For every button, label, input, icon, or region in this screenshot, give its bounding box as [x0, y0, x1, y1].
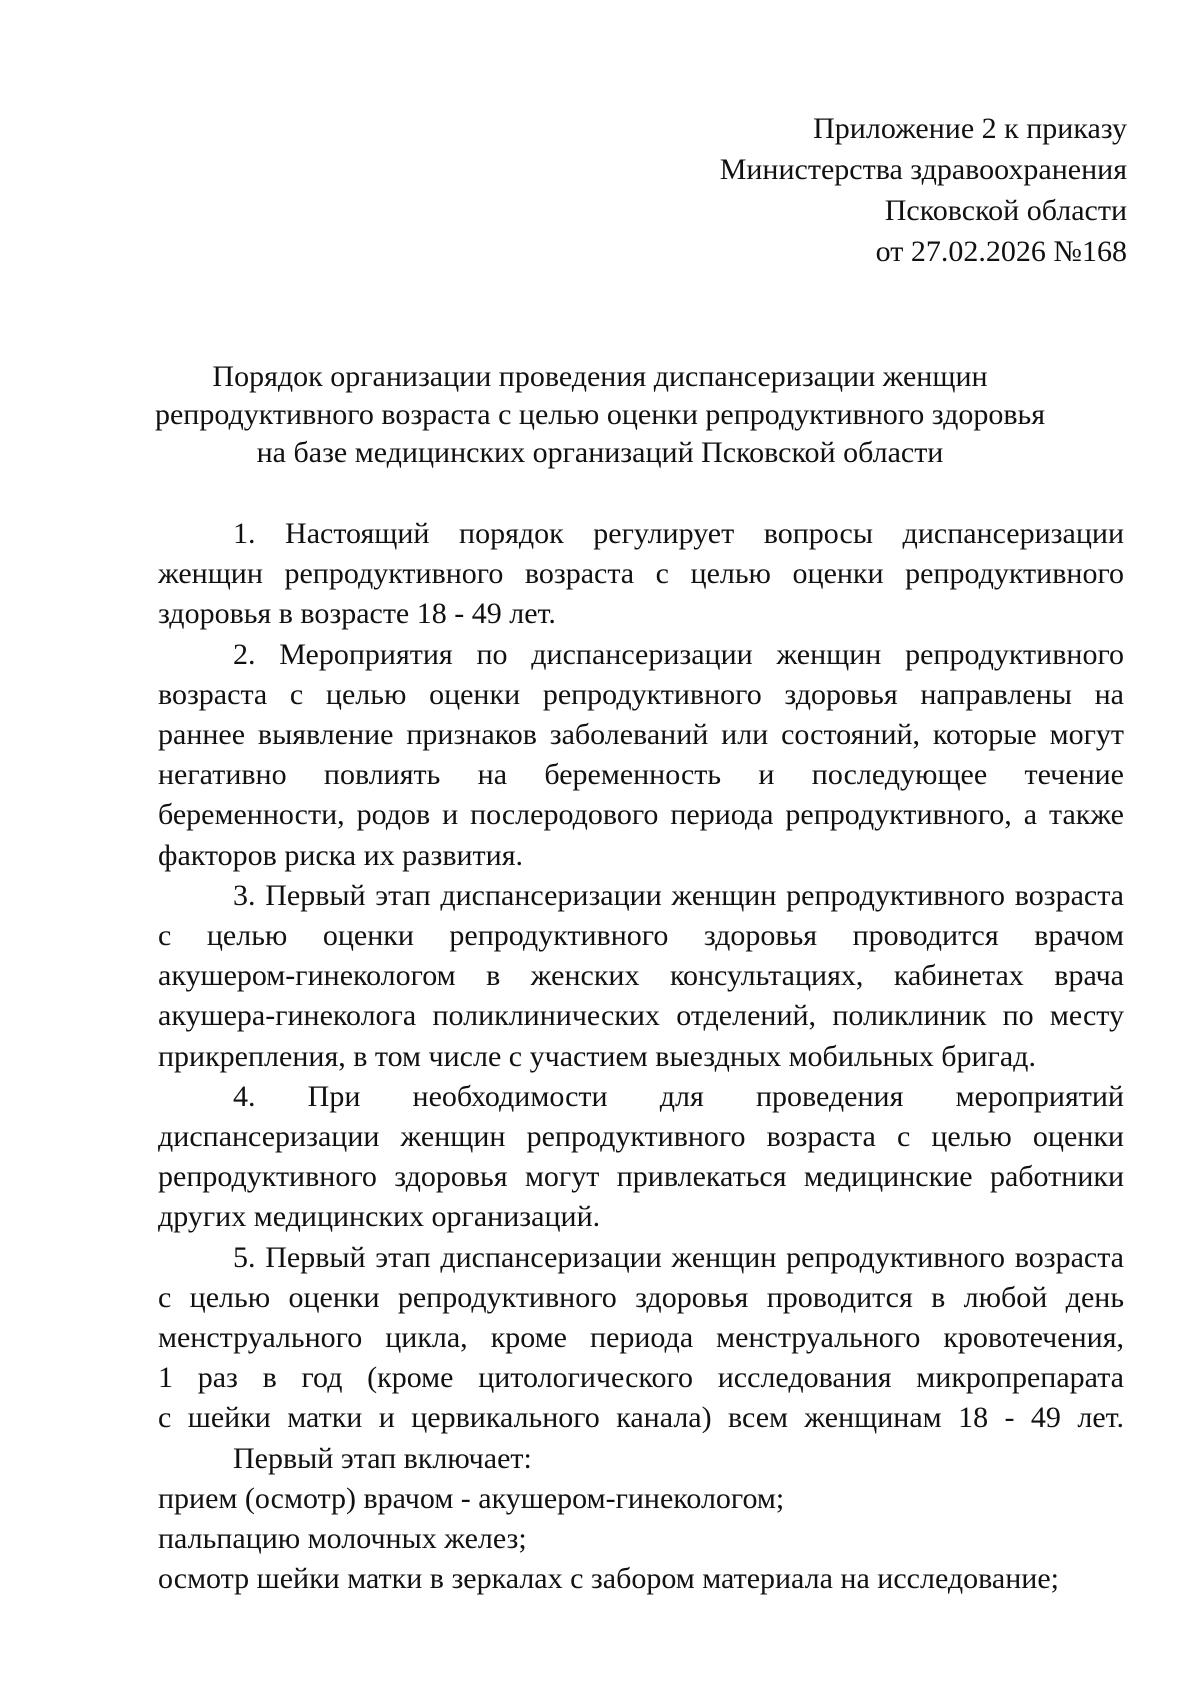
paragraph-5-line: с целью оценки репродуктивного здоровья проводится в любой день — [158, 1280, 1124, 1314]
paragraph-2-line: возраста с целью оценки репродуктивного здоровья направлены на — [158, 677, 1124, 711]
list-item: пальпацию молочных желез; — [158, 1522, 527, 1556]
paragraph-5-line: с шейки матки и цервикального канала) всем женщинам 18 - 49 лет. — [158, 1401, 1124, 1435]
paragraph-2-line: негативно повлиять на беременность и последующее течение — [158, 758, 1124, 792]
paragraph-1-line: женщин репродуктивного возраста с целью оценки репродуктивного — [158, 557, 1124, 591]
first-stage-list — [158, 1479, 1124, 1600]
list-item: прием (осмотр) врачом - акушером-гинекологом; — [158, 1481, 785, 1515]
document-body — [158, 514, 1124, 1599]
paragraph-3-line: акушером-гинекологом в женских консультациях, кабинетах врача — [158, 959, 1124, 993]
first-stage-intro: Первый этап включает: — [233, 1441, 532, 1475]
paragraph-5-line: менструального цикла, кроме периода менструального кровотечения, — [158, 1321, 1124, 1355]
title-line-1: Порядок организации проведения диспансеризации женщин — [212, 360, 988, 393]
paragraph-1-line: здоровья в возрасте 18 - 49 лет. — [158, 597, 556, 631]
paragraph-3-line: прикрепления, в том числе с участием выездных мобильных бригад. — [158, 1039, 1036, 1073]
paragraph-4-line: 4. При необходимости для проведения мероприятий — [233, 1079, 1124, 1113]
header-line-4: от 27.02.2026 №168 — [875, 235, 1127, 268]
paragraph-2-line: 2. Мероприятия по диспансеризации женщин репродуктивного — [233, 637, 1124, 671]
paragraph-5-line: 5. Первый этап диспансеризации женщин репродуктивного возраста — [233, 1240, 1124, 1274]
paragraph-2-line: раннее выявление признаков заболеваний или состояний, которые могут — [158, 718, 1124, 752]
document-title — [150, 358, 1050, 472]
paragraph-5-line: 1 раз в год (кроме цитологического исследования микропрепарата — [158, 1361, 1124, 1395]
title-line-3: на базе медицинских организаций Псковской области — [256, 436, 944, 469]
header-line-3: Псковской области — [884, 194, 1127, 227]
paragraph-4-line: диспансеризации женщин репродуктивного возраста с целью оценки — [158, 1120, 1124, 1154]
paragraph-4-line: других медицинских организаций. — [158, 1200, 601, 1234]
paragraph-5 — [158, 1238, 1124, 1439]
paragraph-2-line: беременности, родов и послеродового периода репродуктивного, а также — [158, 798, 1124, 832]
appendix-header — [720, 108, 1127, 272]
paragraph-1-line: 1. Настоящий порядок регулирует вопросы диспансеризации — [233, 517, 1124, 550]
paragraph-2 — [158, 635, 1124, 876]
paragraph-3-line: с целью оценки репродуктивного здоровья проводится врачом — [158, 919, 1124, 953]
paragraph-2-line: факторов риска их развития. — [158, 838, 524, 872]
paragraph-1 — [158, 514, 1124, 635]
paragraph-3-line: акушера-гинеколога поликлинических отделений, поликлиник по месту — [158, 999, 1124, 1033]
header-line-1: Приложение 2 к приказу — [813, 112, 1127, 145]
paragraph-4-line: репродуктивного здоровья могут привлекаться медицинские работники — [158, 1160, 1124, 1194]
paragraph-4 — [158, 1077, 1124, 1238]
paragraph-3-line: 3. Первый этап диспансеризации женщин репродуктивного возраста — [233, 878, 1124, 912]
header-line-2: Министерства здравоохранения — [719, 153, 1127, 186]
paragraph-3 — [158, 876, 1124, 1077]
list-item: осмотр шейки матки в зеркалах с забором материала на исследование; — [158, 1562, 1059, 1596]
title-line-2: репродуктивного возраста с целью оценки репродуктивного здоровья — [154, 398, 1046, 431]
